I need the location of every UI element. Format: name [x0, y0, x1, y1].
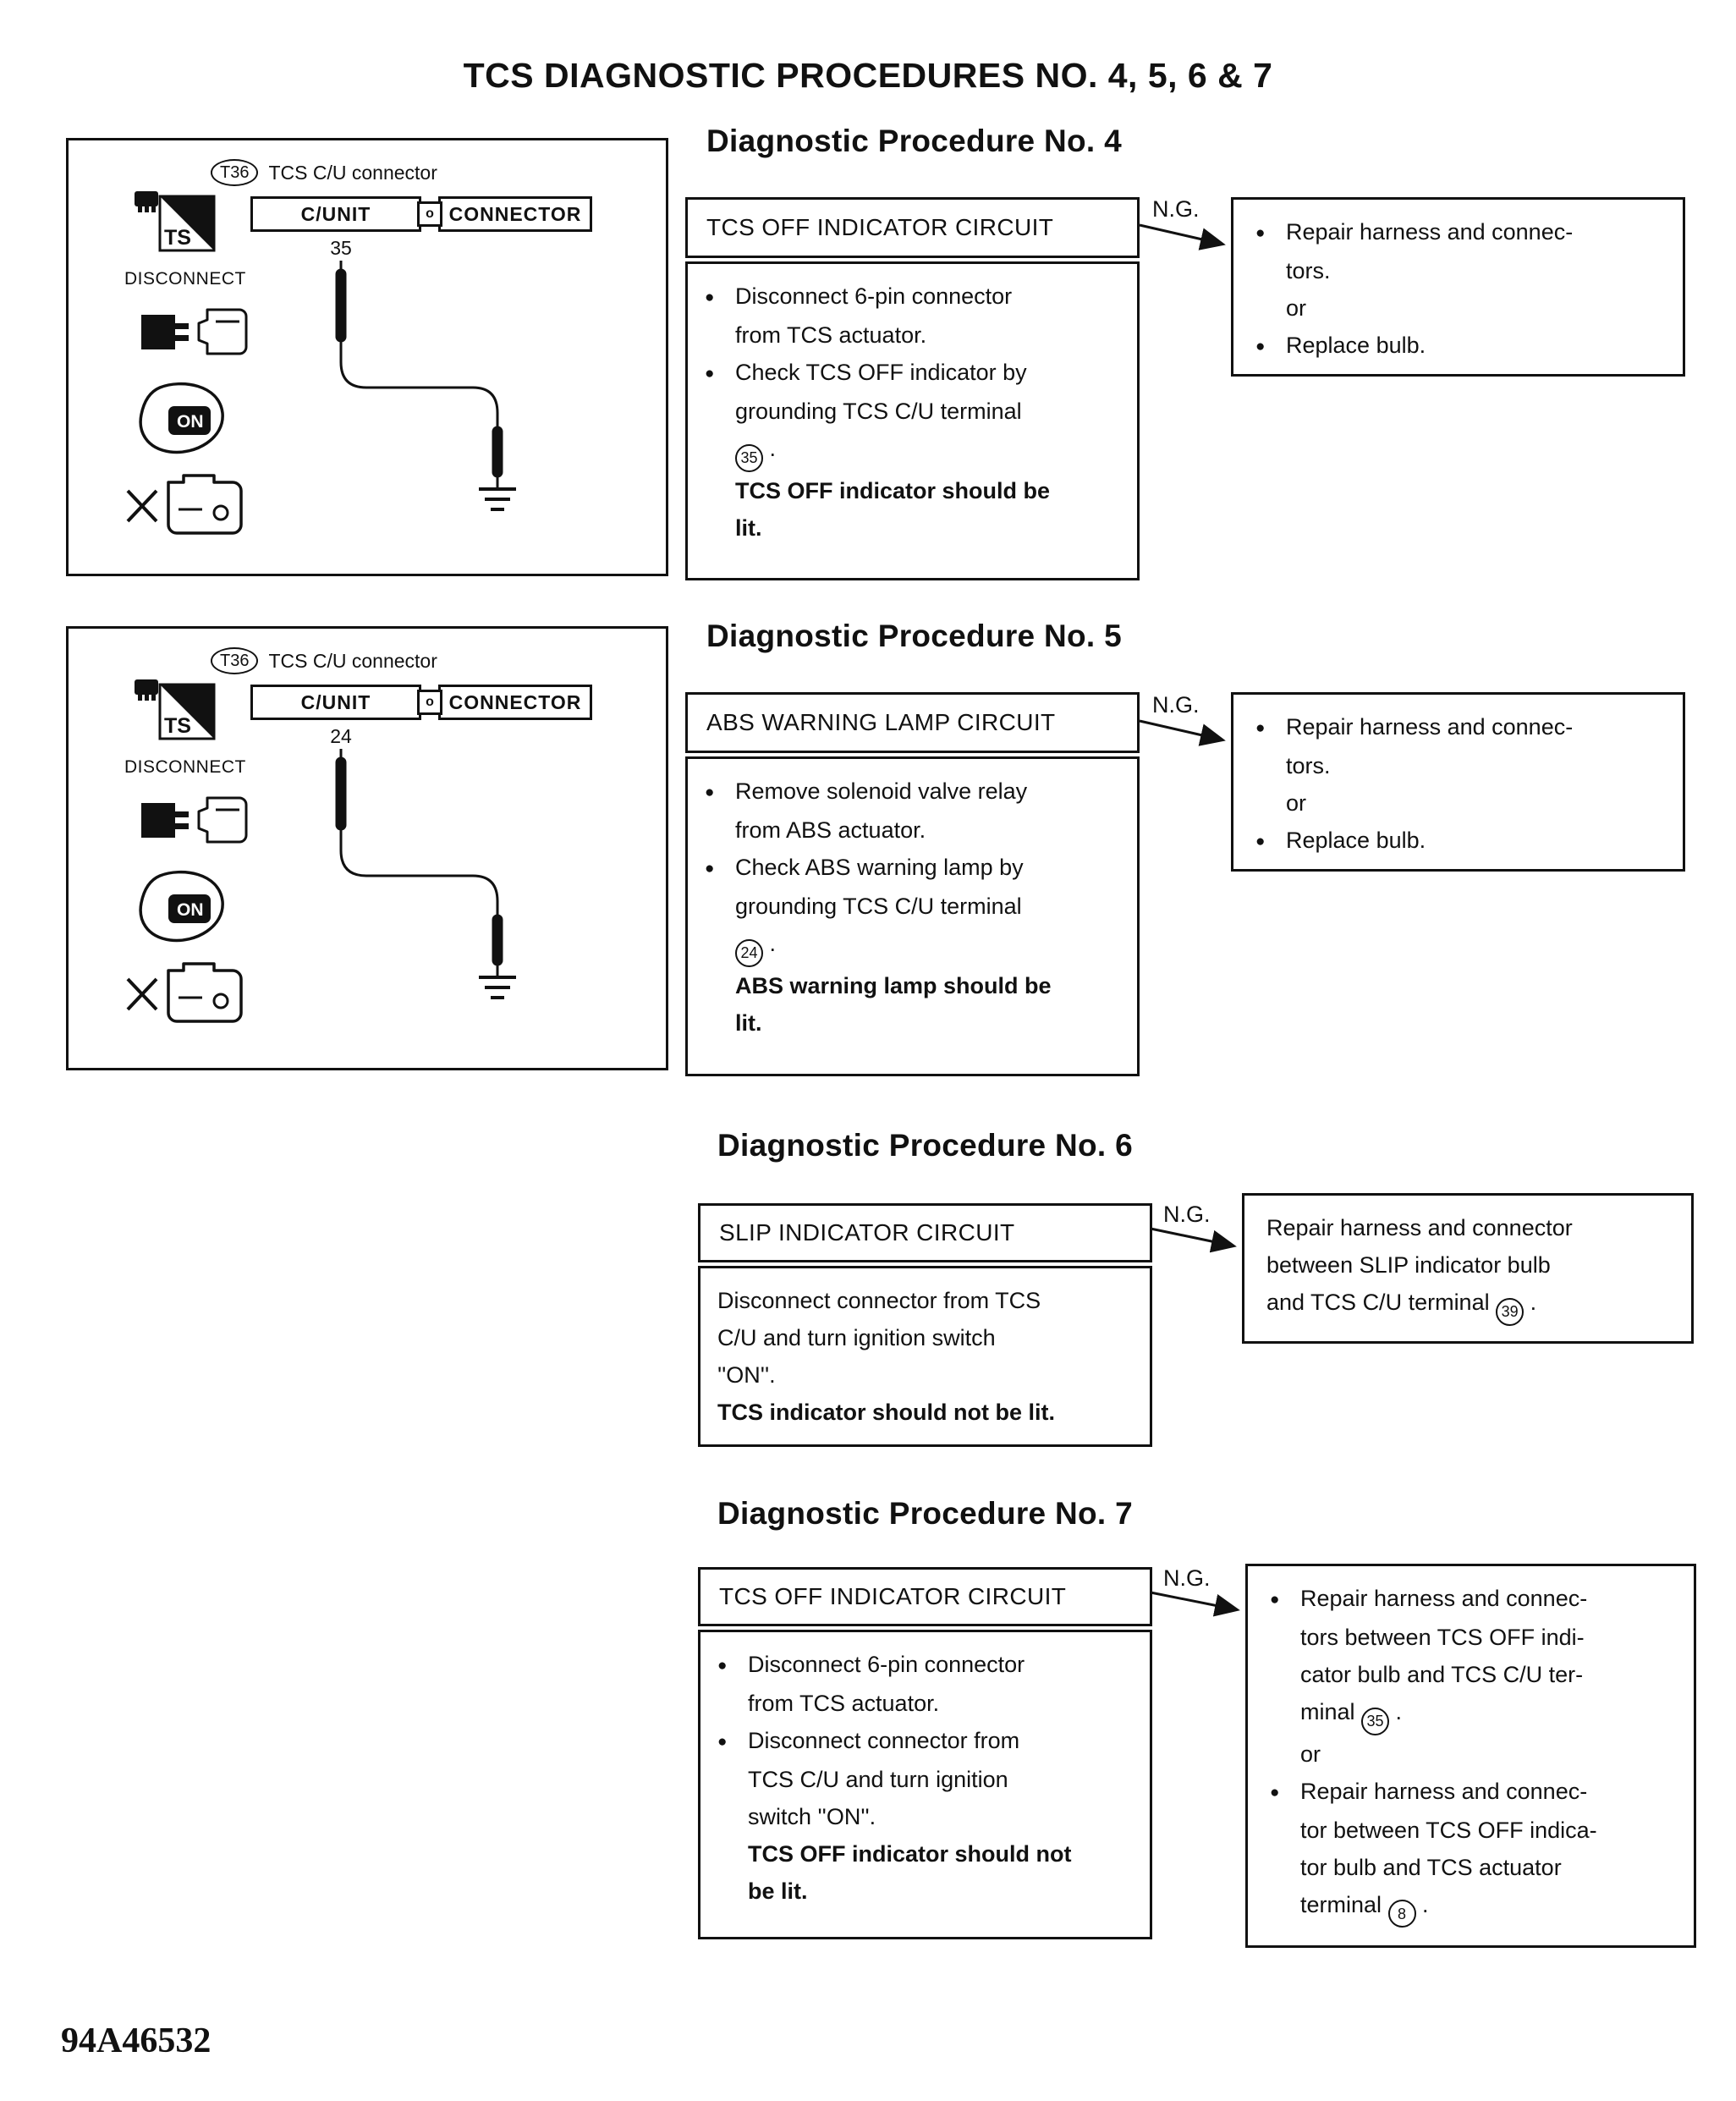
cunit-connector-assembly [250, 196, 592, 232]
ts-disconnect-icon [133, 188, 226, 266]
bullet-line: ● Disconnect 6-pin connector [705, 278, 1120, 316]
procedure-5-check-title-box [685, 692, 1140, 753]
check-title: SLIP INDICATOR CIRCUIT [719, 1219, 1015, 1246]
ignition-key-on-icon [135, 866, 236, 950]
bullet-line: ● Disconnect 6-pin connector [717, 1646, 1133, 1685]
terminal-prefix: and TCS C/U terminal [1266, 1290, 1497, 1315]
text-line: from ABS actuator. [735, 817, 926, 843]
ng-label: N.G. [1152, 692, 1200, 718]
terminal-suffix: . [763, 436, 777, 461]
text-line: tor bulb and TCS actuator [1300, 1854, 1562, 1880]
text-line: between SLIP indicator bulb [1266, 1252, 1551, 1278]
connector-tag [211, 159, 437, 186]
pin-square: o [417, 201, 442, 227]
ng-label: N.G. [1163, 1202, 1211, 1227]
ng-arrow [1138, 213, 1233, 254]
terminal-circle: 35 [735, 444, 763, 472]
text-line: TCS C/U and turn ignition [748, 1767, 1008, 1792]
procedure-7-heading: Diagnostic Procedure No. 7 [717, 1496, 1133, 1531]
bullet-line: ● Check ABS warning lamp by [705, 849, 1120, 888]
emphasis-line: TCS OFF indicator should be [735, 477, 1051, 503]
bullet-line: ● Replace bulb. [1255, 822, 1661, 861]
terminal-number: 24 [330, 725, 352, 747]
connector-unplug-icon [135, 296, 253, 368]
terminal-circle: 8 [1388, 1900, 1416, 1928]
terminal-line [705, 430, 1120, 472]
check-title: ABS WARNING LAMP CIRCUIT [706, 709, 1056, 735]
ng-label: N.G. [1152, 196, 1200, 222]
ng-arrow [1138, 709, 1233, 750]
tcs-actuator-icon [119, 950, 267, 1042]
document-number: 94A46532 [61, 2021, 212, 2060]
connector-diagram-figure-1 [66, 138, 668, 576]
terminal-suffix: . [1524, 1290, 1537, 1315]
connector-tag-text: TCS C/U connector [268, 649, 437, 672]
text-line: or [1300, 1741, 1321, 1767]
emphasis-line: be lit. [748, 1878, 808, 1904]
terminal-line [705, 925, 1120, 967]
terminal-circle: 39 [1496, 1298, 1524, 1326]
emphasis-line: ABS warning lamp should be [735, 972, 1052, 998]
procedure-6-check-title-box [698, 1203, 1152, 1262]
connector-diagram-figure-2 [66, 626, 668, 1070]
procedure-6-heading: Diagnostic Procedure No. 6 [717, 1128, 1133, 1163]
text-line: switch ''ON''. [748, 1804, 876, 1829]
emphasis-line: lit. [735, 514, 762, 541]
procedure-6-result-box [1242, 1193, 1694, 1344]
procedure-4-heading: Diagnostic Procedure No. 4 [706, 124, 1122, 158]
text-line: grounding TCS C/U terminal [735, 399, 1022, 424]
text-line: from TCS actuator. [735, 322, 927, 348]
ignition-key-on-icon [135, 377, 236, 462]
procedure-4-check-body [685, 261, 1140, 580]
terminal-suffix: . [763, 931, 777, 956]
bullet-line: ● Repair harness and connec- [1270, 1773, 1672, 1812]
terminal-suffix: . [1389, 1699, 1403, 1724]
text-line: tors. [1286, 753, 1331, 778]
text-line: tors between TCS OFF indi- [1300, 1625, 1585, 1650]
connector-id-badge: T36 [211, 647, 258, 674]
page-title: TCS DIAGNOSTIC PROCEDURES NO. 4, 5, 6 & 7 [463, 56, 1273, 95]
text-line: or [1286, 295, 1307, 321]
connector-id-badge: T36 [211, 159, 258, 186]
text-line: grounding TCS C/U terminal [735, 894, 1022, 919]
procedure-7-check-body [698, 1630, 1152, 1939]
terminal-suffix: . [1415, 1891, 1429, 1917]
terminal-line [1270, 1886, 1672, 1928]
disconnect-label: DISCONNECT [124, 269, 246, 289]
procedure-5-check-body [685, 756, 1140, 1076]
bullet-line: ● Repair harness and connec- [1255, 708, 1661, 747]
text-line: or [1286, 790, 1307, 816]
cunit-box: C/UNIT [250, 685, 421, 720]
terminal-line [1270, 1693, 1672, 1735]
bullet-line: ● Repair harness and connec- [1255, 213, 1661, 252]
pin-square: o [417, 690, 442, 715]
procedure-4-check-title-box [685, 197, 1140, 258]
text-line: cator bulb and TCS C/U ter- [1300, 1662, 1584, 1687]
check-title: TCS OFF INDICATOR CIRCUIT [719, 1583, 1067, 1609]
text-line: from TCS actuator. [748, 1691, 940, 1716]
bullet-line: ● Disconnect connector from [717, 1722, 1133, 1761]
procedure-4-result-box [1231, 197, 1685, 377]
text-line: Disconnect connector from TCS [717, 1288, 1041, 1313]
bullet-line: ● Repair harness and connec- [1270, 1580, 1672, 1619]
text-line: ''ON''. [717, 1362, 776, 1388]
ts-label: TS [164, 226, 191, 250]
text-line: tors. [1286, 258, 1331, 283]
bullet-line: ● Check TCS OFF indicator by [705, 354, 1120, 393]
procedure-7-result-box [1245, 1564, 1696, 1948]
ignition-on-label: ON [177, 412, 204, 432]
procedure-7-check-title-box [698, 1567, 1152, 1626]
terminal-circle: 24 [735, 939, 763, 967]
ng-arrow [1149, 1217, 1244, 1257]
ts-disconnect-icon [133, 676, 226, 754]
ignition-on-label: ON [177, 900, 204, 920]
connector-unplug-icon [135, 784, 253, 856]
ng-arrow [1149, 1581, 1247, 1621]
bullet-line: ● Replace bulb. [1255, 327, 1661, 366]
terminal-circle: 35 [1361, 1708, 1389, 1735]
tcs-actuator-icon [119, 462, 267, 553]
ts-label: TS [164, 714, 191, 738]
check-title: TCS OFF INDICATOR CIRCUIT [706, 214, 1054, 240]
terminal-prefix: minal [1300, 1699, 1362, 1724]
connector-box: CONNECTOR [438, 196, 592, 232]
disconnect-label: DISCONNECT [124, 757, 246, 777]
connector-tag-text: TCS C/U connector [268, 161, 437, 184]
terminal-number: 35 [330, 237, 352, 259]
terminal-prefix: terminal [1300, 1891, 1388, 1917]
bullet-line: ● Remove solenoid valve relay [705, 773, 1120, 811]
terminal-line [1266, 1284, 1669, 1326]
text-line: C/U and turn ignition switch [717, 1325, 996, 1350]
cunit-connector-assembly [250, 685, 592, 720]
cunit-box: C/UNIT [250, 196, 421, 232]
emphasis-line: lit. [735, 1009, 762, 1036]
emphasis-line: TCS indicator should not be lit. [717, 1400, 1055, 1425]
connector-tag [211, 647, 437, 674]
emphasis-line: TCS OFF indicator should not [748, 1841, 1072, 1867]
procedure-6-check-body [698, 1266, 1152, 1447]
text-line: tor between TCS OFF indica- [1300, 1817, 1597, 1843]
text-line: Repair harness and connector [1266, 1215, 1573, 1240]
procedure-5-heading: Diagnostic Procedure No. 5 [706, 619, 1122, 653]
ng-label: N.G. [1163, 1565, 1211, 1591]
connector-box: CONNECTOR [438, 685, 592, 720]
procedure-5-result-box [1231, 692, 1685, 872]
